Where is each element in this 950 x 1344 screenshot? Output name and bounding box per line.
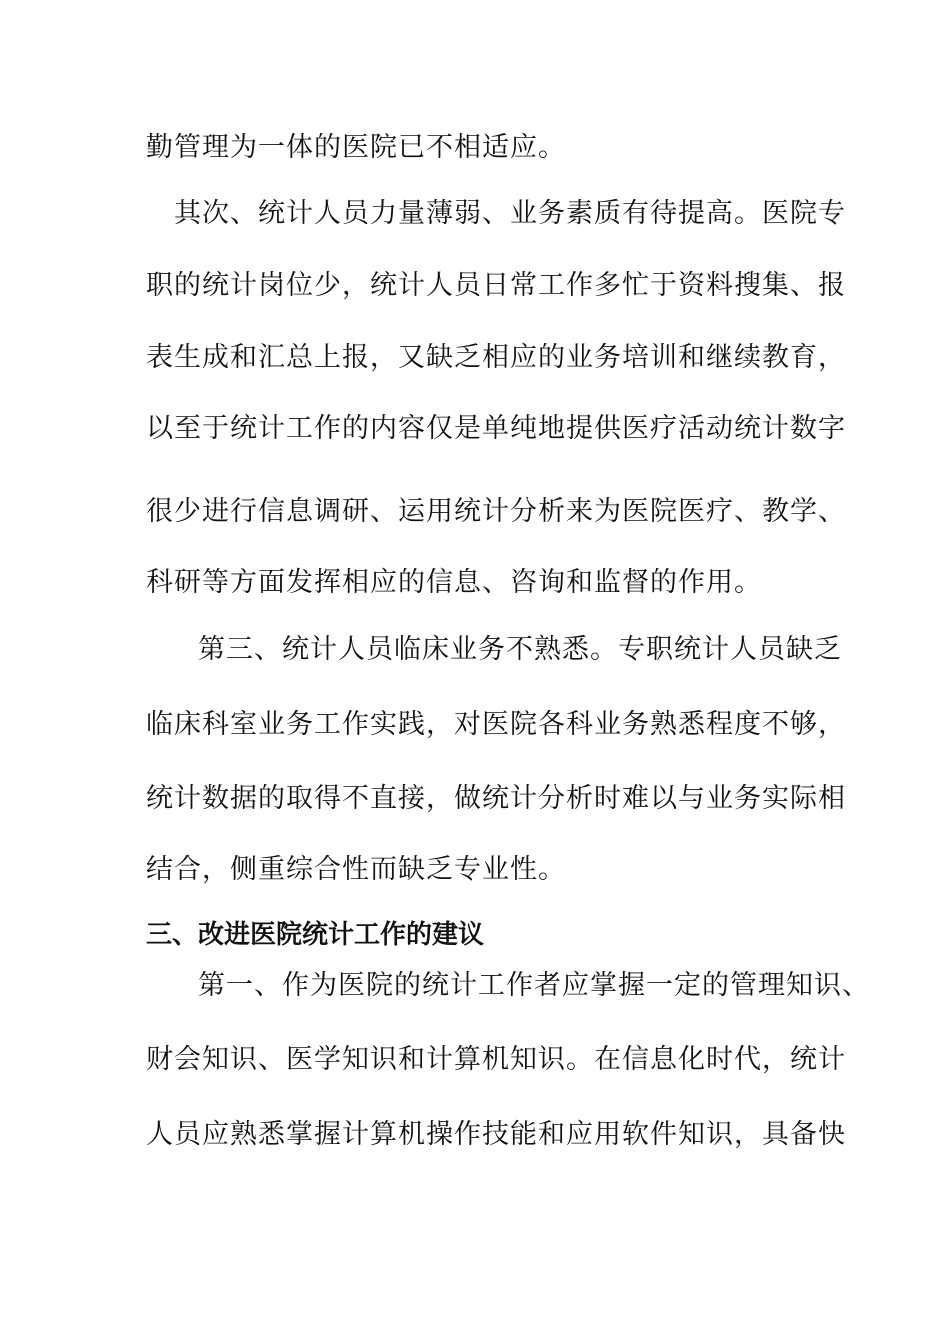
paragraph-line: 第三、统计人员临床业务不熟悉。专职统计人员缺乏	[198, 634, 842, 665]
paragraph-line: 第一、作为医院的统计工作者应掌握一定的管理知识、	[198, 970, 870, 1001]
paragraph-line: 表生成和汇总上报，又缺乏相应的业务培训和继续教育，	[146, 342, 846, 373]
paragraph-line: 勤管理为一体的医院已不相适应。	[146, 132, 566, 163]
paragraph-line: 人员应熟悉掌握计算机操作技能和应用软件知识，具备快	[146, 1119, 846, 1150]
paragraph-line: 以至于统计工作的内容仅是单纯地提供医疗活动统计数字	[146, 413, 846, 444]
paragraph-line: 结合，侧重综合性而缺乏专业性。	[146, 854, 566, 885]
paragraph-line: 科研等方面发挥相应的信息、咨询和监督的作用。	[146, 567, 762, 598]
paragraph-line: 很少进行信息调研、运用统计分析来为医院医疗、教学、	[146, 496, 846, 527]
paragraph-line: 职的统计岗位少，统计人员日常工作多忙于资料搜集、报	[146, 270, 846, 301]
paragraph-line: 其次、统计人员力量薄弱、业务素质有待提高。医院专	[174, 198, 846, 229]
section-heading: 三、改进医院统计工作的建议	[146, 920, 485, 950]
paragraph-line: 财会知识、医学知识和计算机知识。在信息化时代，统计	[146, 1044, 846, 1075]
paragraph-line: 临床科室业务工作实践，对医院各科业务熟悉程度不够，	[146, 709, 846, 740]
paragraph-line: 统计数据的取得不直接，做统计分析时难以与业务实际相	[146, 783, 846, 814]
